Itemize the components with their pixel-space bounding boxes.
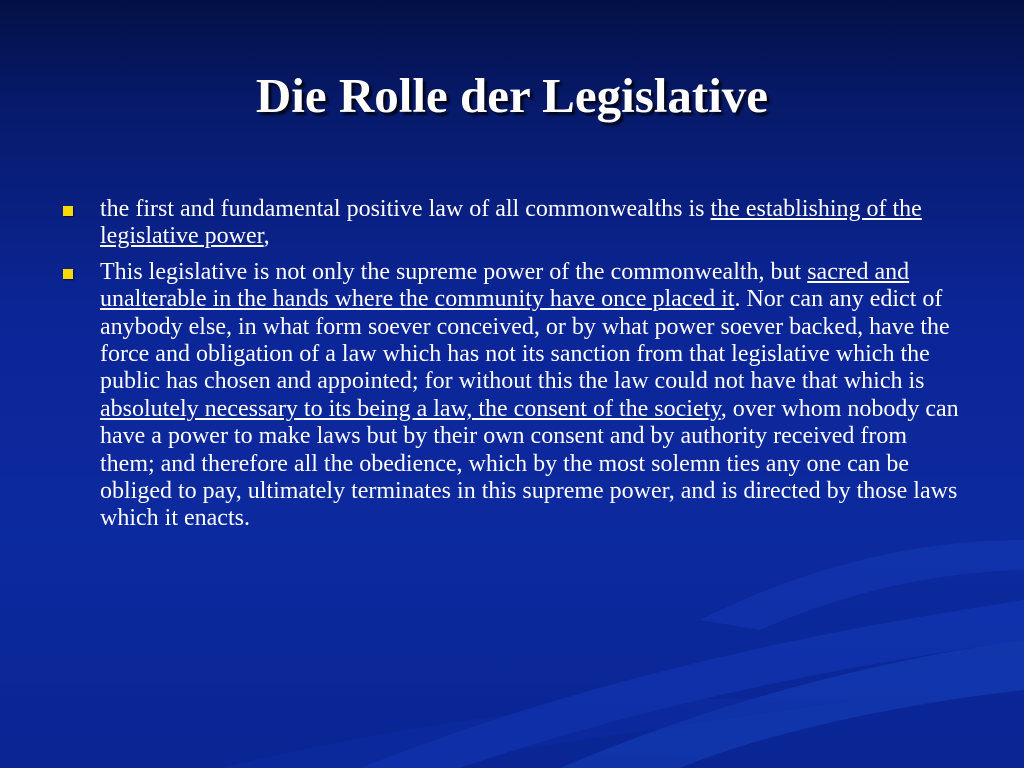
text-segment: . Nor can any edict of anybody else, in what form soever conceived, or by what power soever backed, have the force and obligation of a law which has not its sanction from that legislative which the public has chosen and appointed; for without this the law could not have that which is [100, 286, 950, 395]
bullet-item [62, 196, 967, 251]
bullet-list [62, 196, 967, 541]
bullet-item [62, 259, 967, 533]
square-bullet-icon [63, 206, 73, 216]
text-segment: , [263, 223, 270, 250]
square-bullet-icon [63, 269, 73, 279]
slide-title: Die Rolle der Legislative [255, 68, 769, 123]
bullet-text [100, 259, 959, 532]
text-segment: This legislative is not only the supreme power of the commonwealth, but [100, 258, 808, 285]
underlined-text-segment: sacred and unalterable in the hands where the community have once placed it [100, 258, 910, 313]
underlined-text-segment: the establishing of the legislative power [100, 196, 922, 250]
bullet-text [100, 196, 922, 249]
text-segment: the first and fundamental positive law of all commonwealths is [100, 196, 711, 222]
underlined-text-segment: absolutely necessary to its being a law, the consent of the society [100, 395, 721, 422]
text-segment: , over whom nobody can have a power to make laws but by their own consent and by authority received from them; and therefore all the obedience, which by the most solemn ties any one can be obliged to pay, ultimately terminates in this supreme power, and is directed by those laws which it enacts. [100, 395, 959, 532]
